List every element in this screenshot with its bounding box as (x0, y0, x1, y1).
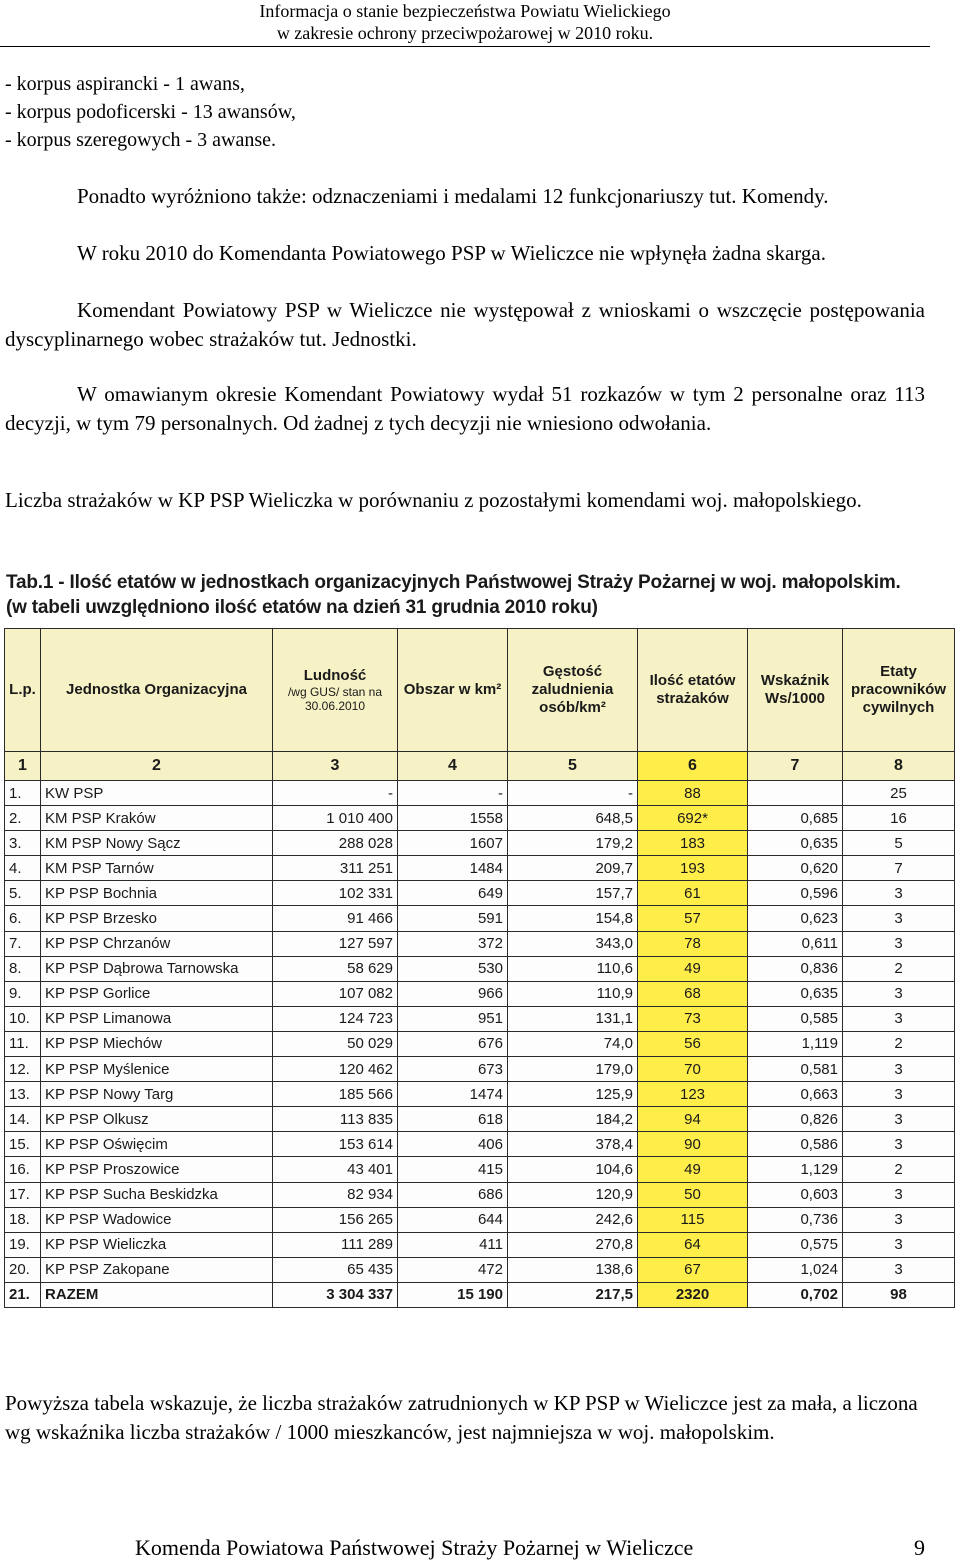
col-num: 3 (273, 752, 398, 781)
table-cell: 15 190 (398, 1282, 508, 1307)
header-lp: L.p. (5, 629, 41, 752)
table-cell: 179,2 (508, 831, 638, 856)
table-cell: 0,836 (748, 956, 843, 981)
table-cell: 3 (843, 906, 955, 931)
table-cell: 3 (843, 1107, 955, 1132)
table-cell: 3 (843, 1207, 955, 1232)
table-cell: 644 (398, 1207, 508, 1232)
table-row (5, 1031, 955, 1056)
table-cell: 3 304 337 (273, 1282, 398, 1307)
table-cell: 0,596 (748, 881, 843, 906)
table-cell: 127 597 (273, 931, 398, 956)
table-cell: 0,685 (748, 806, 843, 831)
table-row (5, 906, 955, 931)
table-cell: 2 (843, 1031, 955, 1056)
table-cell: 88 (638, 781, 748, 806)
paragraph-complaints: W roku 2010 do Komendanta Powiatowego PSP w Wieliczce nie wpłynęła żadna skarga. (77, 241, 826, 265)
header-population: Ludność /wg GUS/ stan na 30.06.2010 (273, 629, 398, 752)
table-cell: 2 (843, 1157, 955, 1182)
table-cell: 7 (843, 856, 955, 881)
table-cell: - (273, 781, 398, 806)
table-row (5, 981, 955, 1006)
table-cell: 0,623 (748, 906, 843, 931)
table-cell: 78 (638, 931, 748, 956)
table-cell: 21. (5, 1282, 41, 1307)
table-cell: 3. (5, 831, 41, 856)
table-row (5, 1006, 955, 1031)
table-cell: 12. (5, 1057, 41, 1082)
table-cell: 16. (5, 1157, 41, 1182)
table-cell: 67 (638, 1257, 748, 1282)
table-cell: 111 289 (273, 1232, 398, 1257)
table-cell: - (398, 781, 508, 806)
table-cell: 131,1 (508, 1006, 638, 1031)
table-cell: 1,024 (748, 1257, 843, 1282)
paragraph-awards: Ponadto wyróżniono także: odznaczeniami i medalami 12 funkcjonariuszy tut. Komendy. (77, 184, 829, 208)
table-cell: 8. (5, 956, 41, 981)
table-cell: 411 (398, 1232, 508, 1257)
table-cell: KM PSP Nowy Sącz (41, 831, 273, 856)
table-cell: 1484 (398, 856, 508, 881)
table-cell: 179,0 (508, 1057, 638, 1082)
table-cell: KM PSP Tarnów (41, 856, 273, 881)
table-cell: 3 (843, 881, 955, 906)
table-row (5, 1082, 955, 1107)
table-cell: 1 010 400 (273, 806, 398, 831)
table-cell: 154,8 (508, 906, 638, 931)
table-cell: KP PSP Chrzanów (41, 931, 273, 956)
table-cell: KP PSP Wadowice (41, 1207, 273, 1232)
page-footer (135, 1535, 925, 1561)
table-cell: 2. (5, 806, 41, 831)
table-cell: 104,6 (508, 1157, 638, 1182)
header-divider (0, 46, 930, 47)
table-cell: 65 435 (273, 1257, 398, 1282)
table-cell: KP PSP Myślenice (41, 1057, 273, 1082)
table-cell: 530 (398, 956, 508, 981)
paragraph-conclusion: Powyższa tabela wskazuje, że liczba strażaków zatrudnionych w KP PSP w Wieliczce jest za mała, a liczona wg wskaźnika liczba strażaków / 1000 mieszkanców, jest najmniejsza w woj. małopolskim. (5, 1391, 918, 1444)
table-cell: 73 (638, 1006, 748, 1031)
table-cell: 3 (843, 1232, 955, 1257)
table-cell: 1474 (398, 1082, 508, 1107)
table-cell: 68 (638, 981, 748, 1006)
table-cell: 3 (843, 1006, 955, 1031)
table-cell: 378,4 (508, 1132, 638, 1157)
table-cell: 19. (5, 1232, 41, 1257)
table-cell: 649 (398, 881, 508, 906)
table-cell: 124 723 (273, 1006, 398, 1031)
table-header-row (5, 629, 955, 752)
table-cell: 193 (638, 856, 748, 881)
table-cell: 56 (638, 1031, 748, 1056)
table-cell: KP PSP Proszowice (41, 1157, 273, 1182)
header-unit: Jednostka Organizacyjna (41, 629, 273, 752)
table-cell: 11. (5, 1031, 41, 1056)
table-cell: 0,585 (748, 1006, 843, 1031)
table-cell: 0,663 (748, 1082, 843, 1107)
table-row (5, 1057, 955, 1082)
table-cell: 288 028 (273, 831, 398, 856)
table-row (5, 1182, 955, 1207)
table-cell: 0,826 (748, 1107, 843, 1132)
promotion-item: - korpus szeregowych - 3 awanse. (5, 129, 277, 151)
table-cell: 49 (638, 956, 748, 981)
paragraph-orders: W omawianym okresie Komendant Powiatowy wydał 51 rozkazów w tym 2 personalne oraz 113 decyzji, w tym 79 personalnych. Od żadnej z tych decyzji nie wniesiono odwołania. (5, 382, 925, 435)
table-cell: 3 (843, 931, 955, 956)
table-cell: 120,9 (508, 1182, 638, 1207)
table-cell: 3 (843, 1182, 955, 1207)
table-cell: 0,620 (748, 856, 843, 881)
table-cell: 6. (5, 906, 41, 931)
table-cell: 94 (638, 1107, 748, 1132)
table-cell: 0,603 (748, 1182, 843, 1207)
table-cell: KP PSP Sucha Beskidzka (41, 1182, 273, 1207)
table-cell: KP PSP Olkusz (41, 1107, 273, 1132)
table-row (5, 1257, 955, 1282)
table-cell: 0,635 (748, 831, 843, 856)
table-row (5, 931, 955, 956)
table-cell: 0,575 (748, 1232, 843, 1257)
table-row (5, 1107, 955, 1132)
table-cell: 0,702 (748, 1282, 843, 1307)
table-cell: 17. (5, 1182, 41, 1207)
table-row (5, 1157, 955, 1182)
header-ratio: Wskaźnik Ws/1000 (748, 629, 843, 752)
table-cell: RAZEM (41, 1282, 273, 1307)
table-cell: 125,9 (508, 1082, 638, 1107)
table-row (5, 856, 955, 881)
table-cell: KM PSP Kraków (41, 806, 273, 831)
col-num: 1 (5, 752, 41, 781)
table-cell: 153 614 (273, 1132, 398, 1157)
table-row (5, 781, 955, 806)
table-cell: 3 (843, 1082, 955, 1107)
table-cell (748, 781, 843, 806)
paragraph-table-intro: Liczba strażaków w KP PSP Wieliczka w porównaniu z pozostałymi komendami woj. małopolskiego. (5, 488, 862, 512)
table-cell: 270,8 (508, 1232, 638, 1257)
table-cell: KP PSP Wieliczka (41, 1232, 273, 1257)
col-num: 6 (638, 752, 748, 781)
table-cell: 415 (398, 1157, 508, 1182)
table-cell: 676 (398, 1031, 508, 1056)
table-cell: 7. (5, 931, 41, 956)
table-cell: 10. (5, 1006, 41, 1031)
table-cell: KP PSP Dąbrowa Tarnowska (41, 956, 273, 981)
header-density: Gęstość zaludnienia osób/km² (508, 629, 638, 752)
table-cell: 110,9 (508, 981, 638, 1006)
table-cell: 61 (638, 881, 748, 906)
table-cell: 3 (843, 1057, 955, 1082)
table-cell: 951 (398, 1006, 508, 1031)
table-cell: 14. (5, 1107, 41, 1132)
table-cell: 343,0 (508, 931, 638, 956)
table-cell: 0,635 (748, 981, 843, 1006)
table-cell: 157,7 (508, 881, 638, 906)
table-cell: 20. (5, 1257, 41, 1282)
table-cell: 183 (638, 831, 748, 856)
table-cell: KP PSP Limanowa (41, 1006, 273, 1031)
table-cell: 64 (638, 1232, 748, 1257)
table-row (5, 1282, 955, 1307)
page-number: 9 (914, 1535, 925, 1560)
table-row (5, 1207, 955, 1232)
table-cell: 184,2 (508, 1107, 638, 1132)
table-cell: 406 (398, 1132, 508, 1157)
col-num: 4 (398, 752, 508, 781)
table-cell: 50 029 (273, 1031, 398, 1056)
table-cell: 591 (398, 906, 508, 931)
table-cell: 1. (5, 781, 41, 806)
table-cell: 74,0 (508, 1031, 638, 1056)
table-cell: 49 (638, 1157, 748, 1182)
table-title: Tab.1 - Ilość etatów w jednostkach organizacyjnych Państwowej Straży Pożarnej w woj. małopolskim. (6, 572, 901, 593)
table-cell: 138,6 (508, 1257, 638, 1282)
col-num: 7 (748, 752, 843, 781)
table-cell: KW PSP (41, 781, 273, 806)
table-cell: 673 (398, 1057, 508, 1082)
header-line-2: w zakresie ochrony przeciwpożarowej w 2010 roku. (276, 23, 654, 43)
table-cell: 9. (5, 981, 41, 1006)
table-subtitle: (w tabeli uwzględniono ilość etatów na dzień 31 grudnia 2010 roku) (6, 597, 598, 618)
table-cell: 185 566 (273, 1082, 398, 1107)
promotion-item: - korpus aspirancki - 1 awans, (5, 73, 245, 95)
header-line-1: Informacja o stanie bezpieczeństwa Powiatu Wielickiego (259, 1, 671, 21)
table-row (5, 956, 955, 981)
table-cell: 242,6 (508, 1207, 638, 1232)
table-cell: 3 (843, 1257, 955, 1282)
table-cell: KP PSP Miechów (41, 1031, 273, 1056)
table-cell: 1558 (398, 806, 508, 831)
table-cell: 0,736 (748, 1207, 843, 1232)
table-cell: 311 251 (273, 856, 398, 881)
table-cell: 70 (638, 1057, 748, 1082)
header-staff: Ilość etatów strażaków (638, 629, 748, 752)
table-row (5, 806, 955, 831)
table-cell: 472 (398, 1257, 508, 1282)
table-cell: 372 (398, 931, 508, 956)
table-cell: 648,5 (508, 806, 638, 831)
footer-text: Komenda Powiatowa Państwowej Straży Pożarnej w Wieliczce (135, 1535, 694, 1560)
table-cell: 209,7 (508, 856, 638, 881)
table-cell: 115 (638, 1207, 748, 1232)
table-cell: 18. (5, 1207, 41, 1232)
table-cell: 2320 (638, 1282, 748, 1307)
table-cell: 0,611 (748, 931, 843, 956)
staffing-table (4, 628, 955, 1308)
table-cell: 5 (843, 831, 955, 856)
table-cell: 1,119 (748, 1031, 843, 1056)
table-cell: 110,6 (508, 956, 638, 981)
table-cell: 91 466 (273, 906, 398, 931)
table-cell: 102 331 (273, 881, 398, 906)
table-cell: 57 (638, 906, 748, 931)
table-cell: 98 (843, 1282, 955, 1307)
table-cell: KP PSP Nowy Targ (41, 1082, 273, 1107)
col-num: 8 (843, 752, 955, 781)
table-cell: 618 (398, 1107, 508, 1132)
table-row (5, 1132, 955, 1157)
table-cell: 0,586 (748, 1132, 843, 1157)
table-cell: 50 (638, 1182, 748, 1207)
table-cell: 25 (843, 781, 955, 806)
column-number-row (5, 752, 955, 781)
table-cell: 217,5 (508, 1282, 638, 1307)
table-cell: 90 (638, 1132, 748, 1157)
table-cell: 15. (5, 1132, 41, 1157)
table-cell: KP PSP Oświęcim (41, 1132, 273, 1157)
table-cell: 43 401 (273, 1157, 398, 1182)
col-num: 5 (508, 752, 638, 781)
table-row (5, 881, 955, 906)
table-cell: 5. (5, 881, 41, 906)
table-cell: 1607 (398, 831, 508, 856)
table-cell: KP PSP Gorlice (41, 981, 273, 1006)
table-cell: 3 (843, 981, 955, 1006)
table-cell: 58 629 (273, 956, 398, 981)
table-cell: 1,129 (748, 1157, 843, 1182)
paragraph-disciplinary: Komendant Powiatowy PSP w Wieliczce nie występował z wnioskami o wszczęcie postępowania dyscyplinarnego wobec strażaków tut. Jednostki. (5, 298, 925, 351)
table-cell: - (508, 781, 638, 806)
header-civil: Etaty pracowników cywilnych (843, 629, 955, 752)
staffing-table-figure (4, 570, 956, 1304)
page-header (200, 0, 730, 44)
table-cell: 3 (843, 1132, 955, 1157)
table-cell: 686 (398, 1182, 508, 1207)
table-cell: 107 082 (273, 981, 398, 1006)
table-row (5, 1232, 955, 1257)
table-cell: KP PSP Bochnia (41, 881, 273, 906)
table-cell: 120 462 (273, 1057, 398, 1082)
table-cell: 123 (638, 1082, 748, 1107)
table-cell: 156 265 (273, 1207, 398, 1232)
header-area: Obszar w km² (398, 629, 508, 752)
table-cell: 966 (398, 981, 508, 1006)
table-cell: 0,581 (748, 1057, 843, 1082)
table-cell: KP PSP Zakopane (41, 1257, 273, 1282)
promotion-item: - korpus podoficerski - 13 awansów, (5, 101, 296, 123)
table-cell: 692* (638, 806, 748, 831)
table-row (5, 831, 955, 856)
col-num: 2 (41, 752, 273, 781)
table-cell: 113 835 (273, 1107, 398, 1132)
table-cell: 13. (5, 1082, 41, 1107)
table-cell: 2 (843, 956, 955, 981)
table-cell: 4. (5, 856, 41, 881)
table-cell: KP PSP Brzesko (41, 906, 273, 931)
table-cell: 16 (843, 806, 955, 831)
table-cell: 82 934 (273, 1182, 398, 1207)
